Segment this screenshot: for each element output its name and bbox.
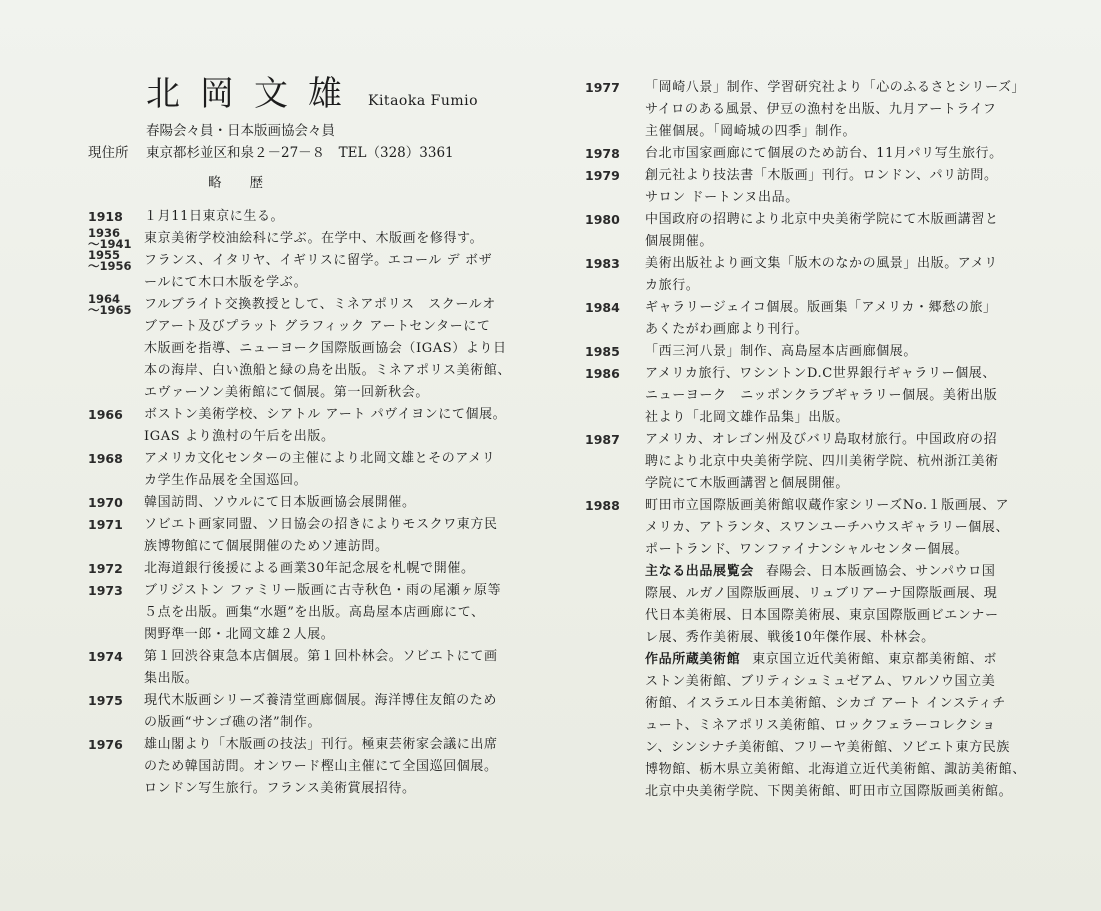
- timeline-entry: [88, 250, 563, 294]
- year-to: ～1956: [88, 259, 132, 273]
- entry-year: 1983: [585, 256, 620, 271]
- description-line: ポートランド、ワンファイナンシャルセンター個展。: [645, 542, 969, 557]
- entry-year: [88, 250, 144, 294]
- description-line: カ学生作品展を全国巡回。: [144, 473, 308, 488]
- timeline-entry: [88, 646, 563, 690]
- year-to: ～1941: [88, 237, 132, 251]
- entry-description: [144, 448, 563, 492]
- entry-year: 1974: [88, 649, 123, 664]
- description-line: ソビエト画家同盟、ソ日協会の招きによりモスクワ東方民: [144, 517, 498, 532]
- collections-line: ュート、ミネアポリス美術館、ロックフェラーコレクショ: [645, 718, 996, 733]
- entry-year: 1984: [585, 300, 620, 315]
- description-line: アメリカ、オレゴン州及びバリ島取材旅行。中国政府の招: [645, 432, 998, 447]
- timeline-entry: [88, 514, 563, 558]
- entry-description: [645, 253, 1055, 297]
- description-line: ブアート及びプラット グラフィック アートセンターにて: [144, 319, 491, 334]
- entry-year: 1980: [585, 212, 620, 227]
- description-line: メリカ、アトランタ、スワンユーチハウスギャラリー個展、: [645, 520, 1010, 535]
- description-line: 第１回渋谷東急本店個展。第１回朴林会。ソビエトにて画: [144, 649, 498, 664]
- entry-description: [645, 363, 1055, 429]
- timeline-entry: [585, 341, 1055, 363]
- membership-text: 春陽会々員・日本版画協会々員: [146, 123, 335, 139]
- description-line: サロン ドートンヌ出品。: [645, 190, 799, 205]
- year-to: ～1965: [88, 303, 132, 317]
- description-line: 町田市立国際版画美術館収蔵作家シリーズNo.１版画展、ア: [645, 498, 1010, 513]
- description-line: アメリカ旅行、ワシントンD.C世界銀行ギャラリー個展、: [645, 366, 997, 381]
- timeline-entry: [585, 209, 1055, 253]
- description-line: 雄山閣より「木版画の技法」刊行。極東芸術家会議に出席: [144, 737, 498, 752]
- exhibitions-first-line: 主なる出品展覧会 春陽会、日本版画協会、サンパウロ国: [645, 564, 996, 579]
- description-line: 「西三河八景」制作、高島屋本店画廊個展。: [645, 344, 918, 359]
- right-timeline: [585, 77, 1055, 561]
- entry-description: [645, 495, 1055, 561]
- description-line: 木版画を指導、ニューヨーク国際版画協会（IGAS）より日: [144, 341, 507, 356]
- entry-description: [144, 404, 563, 448]
- timeline-entry: [88, 448, 563, 492]
- left-timeline: [88, 206, 563, 800]
- entry-year: 1978: [585, 146, 620, 161]
- entry-year: 1972: [88, 561, 123, 576]
- description-line: 東京美術学校油絵科に学ぶ。在学中、木版画を修得す。: [144, 231, 484, 246]
- description-line: 韓国訪問、ソウルにて日本版画協会展開催。: [144, 495, 416, 510]
- timeline-entry: [585, 253, 1055, 297]
- left-column: [88, 74, 563, 800]
- entry-year: 1971: [88, 517, 123, 532]
- year-from: 1936: [88, 226, 121, 240]
- entry-description: [144, 558, 563, 580]
- entry-description: [645, 77, 1055, 143]
- entry-description: [645, 341, 1055, 363]
- description-line: カ旅行。: [645, 278, 700, 293]
- description-line: 族博物館にて個展開催のためソ連訪問。: [144, 539, 389, 554]
- description-line: ニューヨーク ニッポンクラブギャラリー個展。美術出版: [645, 388, 998, 403]
- entry-description: [144, 690, 563, 734]
- description-line: フルブライト交換教授として、ミネアポリス スクールオ: [144, 297, 496, 312]
- entry-year: 1979: [585, 168, 620, 183]
- entry-year: 1968: [88, 451, 123, 466]
- artist-name-japanese: 北岡文雄: [146, 74, 362, 114]
- collections-line: ン、シンシナチ美術館、フリーヤ美術館、ソビエト東方民族: [645, 740, 1010, 755]
- entry-description: [645, 429, 1055, 495]
- description-line: 聘により北京中央美術学院、四川美術学院、杭州浙江美術: [645, 454, 999, 469]
- description-line: 本の海岸、白い漁船と緑の鳥を出版。ミネアポリス美術館、: [144, 363, 511, 378]
- description-line: 集出版。: [144, 671, 199, 686]
- exhibitions-line: レ展、秀作美術展、戦後10年傑作展、朴林会。: [645, 630, 935, 645]
- description-line: ブリジストン ファミリー版画に古寺秋色・雨の尾瀬ヶ原等: [144, 583, 502, 598]
- description-line: ギャラリージェイコ個展。版画集「アメリカ・郷愁の旅」: [645, 300, 997, 315]
- timeline-entry: [88, 228, 563, 250]
- timeline-entry: [88, 492, 563, 514]
- timeline-entry: [88, 690, 563, 734]
- description-line: ールにて木口木版を学ぶ。: [144, 275, 308, 290]
- timeline-entry: [585, 165, 1055, 209]
- entry-year: 1918: [88, 209, 123, 224]
- entry-description: [144, 228, 563, 250]
- entry-year: [88, 228, 144, 250]
- entry-year: 1986: [585, 366, 620, 381]
- description-line: 「岡崎八景」制作、学習研究社より「心のふるさとシリーズ」: [645, 80, 1026, 95]
- artist-name-row: [146, 74, 563, 120]
- description-line: のため韓国訪問。オンワード樫山主催にて全国巡回個展。: [144, 759, 498, 774]
- timeline-entry: [88, 558, 563, 580]
- description-line: ５点を出版。画集“水題”を出版。高島屋本店画廊にて、: [144, 605, 485, 620]
- description-line: 現代木版画シリーズ養清堂画廊個展。海洋博住友館のため: [144, 693, 497, 708]
- timeline-entry: [585, 77, 1055, 143]
- description-line: 関野準一郎・北岡文雄２人展。: [144, 627, 335, 642]
- biography-heading: 略歴: [208, 175, 291, 191]
- description-line: アメリカ文化センターの主催により北岡文雄とそのアメリ: [144, 451, 496, 466]
- timeline-entry: [88, 294, 563, 404]
- description-line: 美術出版社より画文集「版木のなかの風景」出版。アメリ: [645, 256, 998, 271]
- year-from: 1964: [88, 292, 121, 306]
- description-line: 北海道銀行後援による画業30年記念展を札幌で開催。: [144, 561, 475, 576]
- timeline-entry: [585, 363, 1055, 429]
- description-line: の版画“サンゴ礁の渚”制作。: [144, 715, 322, 730]
- entry-description: [645, 143, 1055, 165]
- collections-line: 博物館、栃木県立美術館、北海道立近代美術館、諏訪美術館、: [645, 762, 1026, 777]
- collections-title: 作品所蔵美術館: [645, 652, 741, 667]
- description-line: IGAS より漁村の午后を出版。: [144, 429, 335, 444]
- timeline-entry: [88, 206, 563, 228]
- timeline-entry: [88, 734, 563, 800]
- entry-year: 1966: [88, 407, 123, 422]
- description-line: フランス、イタリヤ、イギリスに留学。エコール デ ボザ: [144, 253, 493, 268]
- entry-year: 1977: [585, 80, 620, 95]
- description-line: 中国政府の招聘により北京中央美術学院にて木版画講習と: [645, 212, 999, 227]
- entry-description: [144, 646, 563, 690]
- description-line: あくたがわ画廊より刊行。: [645, 322, 809, 337]
- exhibitions-title: 主なる出品展覧会: [645, 564, 754, 579]
- timeline-entry: [585, 429, 1055, 495]
- entry-description: [144, 514, 563, 558]
- collections-line: ストン美術館、ブリティシュミュゼアム、ワルソウ国立美: [645, 674, 996, 689]
- exhibitions-section: [645, 561, 1055, 649]
- description-line: 台北市国家画廊にて個展のため訪台、11月パリ写生旅行。: [645, 146, 1003, 161]
- entry-year: 1985: [585, 344, 620, 359]
- entry-description: [645, 297, 1055, 341]
- artist-name-english: Kitaoka Fumio: [368, 93, 479, 109]
- address-label: 現住所: [88, 145, 129, 161]
- description-line: ボストン美術学校、シアトル アート パヴイヨンにて個展。: [144, 407, 507, 422]
- entry-year: [88, 294, 144, 404]
- timeline-entry: [88, 404, 563, 448]
- exhibitions-line: 際展、ルガノ国際版画展、リュブリアーナ国際版画展、現: [645, 586, 998, 601]
- entry-description: [144, 206, 563, 228]
- description-line: 学院にて木版画講習と個展開催。: [645, 476, 850, 491]
- collections-first-line: 作品所蔵美術館 東京国立近代美術館、東京都美術館、ボ: [645, 652, 998, 667]
- entry-year: 1987: [585, 432, 620, 447]
- entry-description: [645, 165, 1055, 209]
- description-line: １月11日東京に生る。: [144, 209, 285, 224]
- description-line: 個展開催。: [645, 234, 714, 249]
- entry-description: [144, 492, 563, 514]
- timeline-entry: [585, 297, 1055, 341]
- entry-description: [144, 580, 563, 646]
- description-line: 主催個展。「岡崎城の四季」制作。: [645, 124, 857, 139]
- entry-year: 1976: [88, 737, 123, 752]
- description-line: 社より「北岡文雄作品集」出版。: [645, 410, 850, 425]
- entry-year: 1970: [88, 495, 123, 510]
- description-line: 創元社より技法書「木版画」刊行。ロンドン、パリ訪問。: [645, 168, 998, 183]
- address-row: [88, 142, 563, 164]
- right-column: [585, 77, 1055, 803]
- timeline-entry: [585, 495, 1055, 561]
- description-line: エヴァーソン美術館にて個展。第一回新秋会。: [144, 385, 429, 400]
- timeline-entry: [585, 143, 1055, 165]
- exhibitions-line: 代日本美術展、日本国際美術展、東京国際版画ビエンナー: [645, 608, 999, 623]
- collections-section: [645, 649, 1055, 803]
- address-value: 東京都杉並区和泉２－27－８ TEL（328）3361: [146, 145, 454, 161]
- collections-line: 術館、イスラエル日本美術館、シカゴ アート インスティチ: [645, 696, 1006, 711]
- entry-description: [645, 209, 1055, 253]
- description-line: サイロのある風景、伊豆の漁村を出版、九月アートライフ: [645, 102, 997, 117]
- year-from: 1955: [88, 248, 121, 262]
- entry-description: [144, 294, 563, 404]
- collections-line: 北京中央美術学院、下関美術館、町田市立国際版画美術館。: [645, 784, 1013, 799]
- entry-description: [144, 250, 563, 294]
- timeline-entry: [88, 580, 563, 646]
- entry-year: 1973: [88, 583, 123, 598]
- entry-year: 1975: [88, 693, 123, 708]
- entry-description: [144, 734, 563, 800]
- entry-year: 1988: [585, 498, 620, 513]
- description-line: ロンドン写生旅行。フランス美術賞展招待。: [144, 781, 416, 796]
